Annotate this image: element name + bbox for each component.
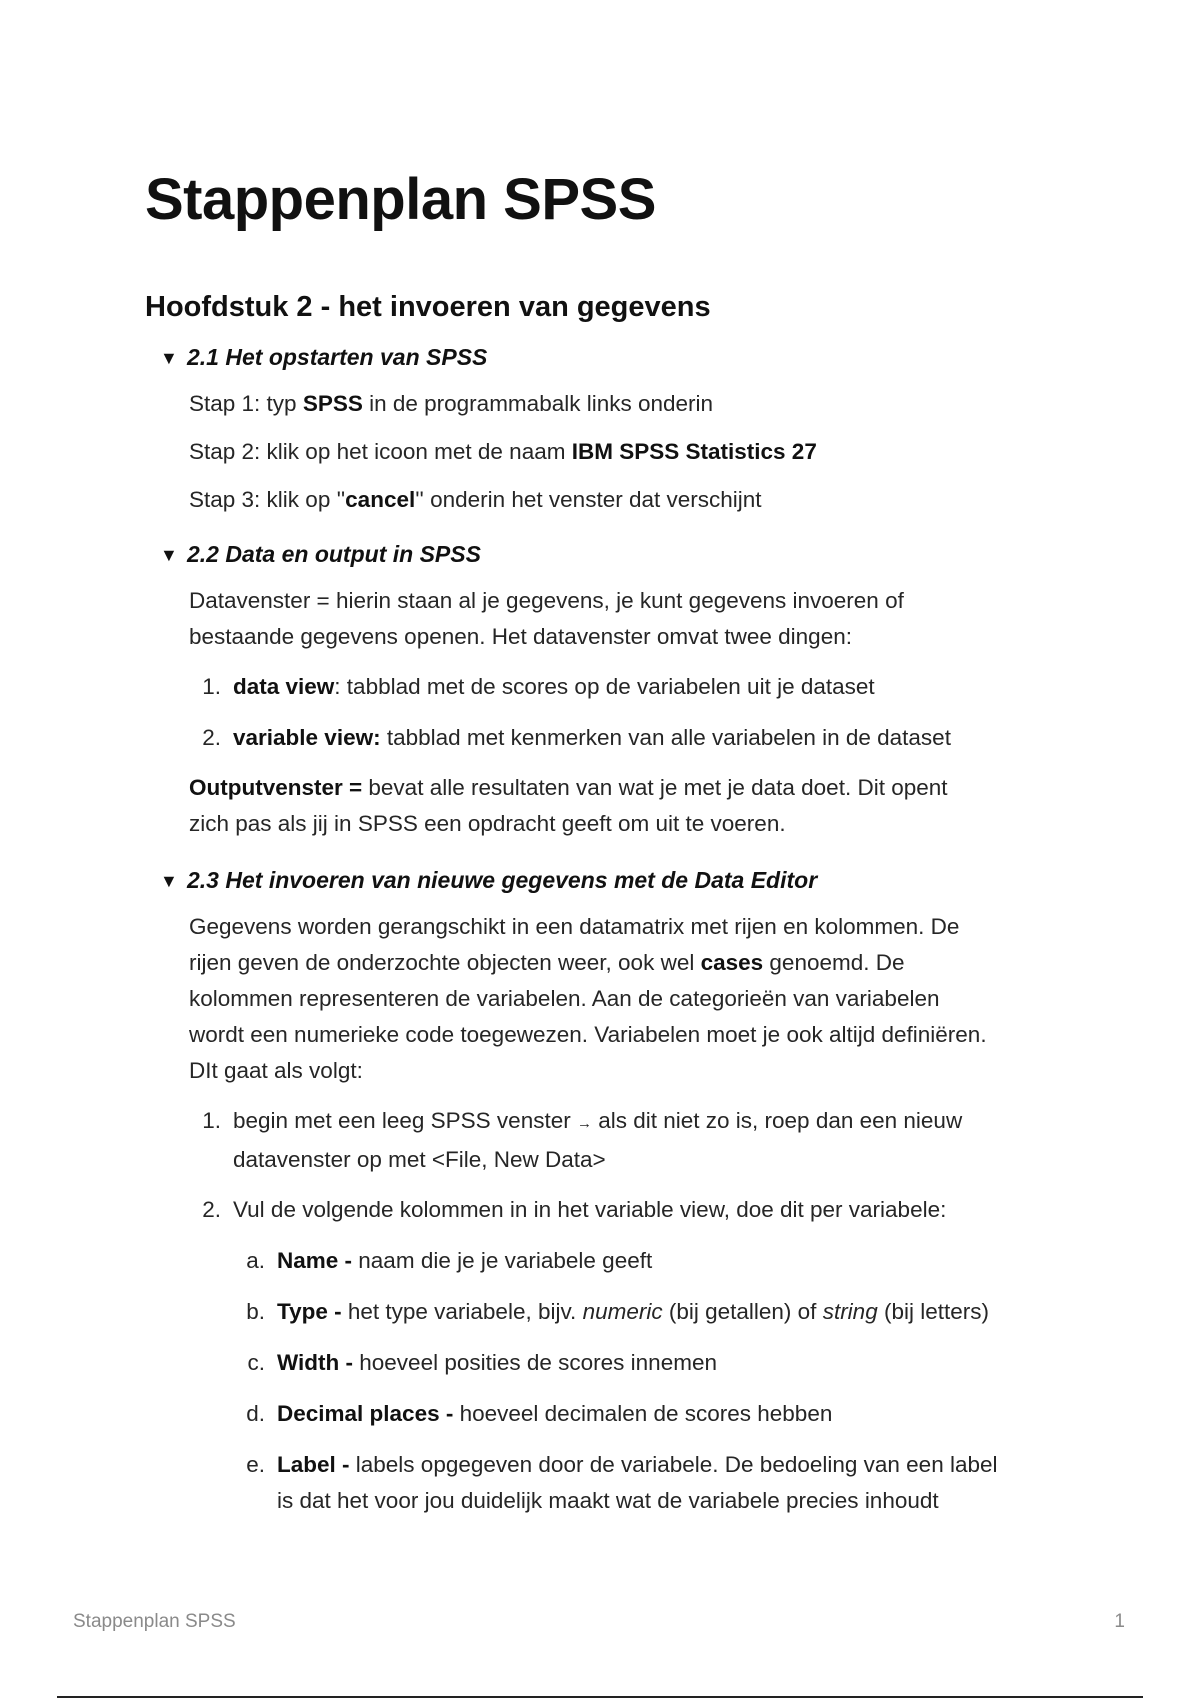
variable-columns-list: [233, 1243, 1060, 1519]
toggle-title-2-1: 2.1 Het opstarten van SPSS: [187, 344, 488, 370]
page-divider: [57, 1696, 1143, 1698]
arrow-right-icon: →: [576, 1114, 592, 1132]
toggle-triangle-icon[interactable]: ▼: [160, 870, 178, 891]
step-2: Stap 2: klik op het icoon met de naam IBM SPSS Statistics 27: [189, 438, 817, 464]
view-list: [189, 669, 1060, 756]
toggle-triangle-icon[interactable]: ▼: [160, 347, 178, 368]
list-item: c. Width - hoeveel posities de scores innemen: [247, 1349, 717, 1375]
list-item: b. Type - het type variabele, bijv. numeric (bij getallen) of string (bij letters): [246, 1298, 989, 1324]
toggle-title-2-2: 2.2 Data en output in SPSS: [187, 541, 481, 567]
datamatrix-paragraph: Gegevens worden gerangschikt in een datamatrix met rijen en kolommen. De rijen geven de onderzochte objecten weer, ook wel cases genoemd. De kolommen representeren de variabelen. Aan de categorieën van variabelen wordt een numerieke code toegewezen. Variabelen moet je ook altijd definiëren. DIt gaat als volgt:: [189, 913, 987, 1083]
page-title: Stappenplan SPSS: [145, 167, 656, 232]
toggle-triangle-icon[interactable]: ▼: [160, 544, 178, 565]
list-item: 1. begin met een leeg SPSS venster → als dit niet zo is, roep dan een nieuw datavenster op met <File, New Data>: [202, 1107, 963, 1172]
outputvenster-paragraph: Outputvenster = bevat alle resultaten van wat je met je data doet. Dit opent zich pas als jij in SPSS een opdracht geeft om uit te voeren.: [189, 774, 948, 836]
chapter-heading: Hoofdstuk 2 - het invoeren van gegevens: [145, 291, 711, 323]
steps-list: [189, 1103, 1060, 1519]
toggle-section-2-2: [160, 540, 1060, 842]
toggle-header-2-3[interactable]: [160, 866, 1060, 896]
step-3: Stap 3: klik op ''cancel'' onderin het venster dat verschijnt: [189, 486, 762, 512]
list-item: 2. Vul de volgende kolommen in in het variable view, doe dit per variabele: a. Name - naam die je je variabele geeft b. Type - het type variabele, bijv. numeric (bij getallen) of string (bij letters) c. Width - hoeveel posities de scores innemen d. Decimal places - hoeveel decimalen de scores hebben e. Label - labels opgegeven door de variabele. De bedoeling van een label is dat het voor jou duidelijk maakt wat de variabele precies inhoudt: [189, 1192, 1060, 1519]
step-1: Stap 1: typ SPSS in de programmabalk links onderin: [189, 390, 714, 416]
list-item: e. Label - labels opgegeven door de variabele. De bedoeling van een label is dat het voor jou duidelijk maakt wat de variabele precies inhoudt: [246, 1451, 998, 1513]
footer-title: Stappenplan SPSS: [73, 1611, 236, 1632]
list-item: d. Decimal places - hoeveel decimalen de scores hebben: [246, 1400, 833, 1426]
list-item: 1. data view: tabblad met de scores op de variabelen uit je dataset: [202, 673, 875, 699]
page-number: 1: [1114, 1611, 1125, 1632]
toggle-body-2-1: [160, 386, 1060, 518]
datavenster-paragraph: Datavenster = hierin staan al je gegevens, je kunt gegevens invoeren of bestaande gegevens openen. Het datavenster omvat twee dingen:: [189, 587, 904, 649]
toggle-body-2-3: [160, 909, 1060, 1519]
toggle-header-2-1[interactable]: [160, 343, 1060, 373]
toggle-header-2-2[interactable]: [160, 540, 1060, 570]
toggle-section-2-3: [160, 866, 1060, 1519]
toggle-body-2-2: [160, 583, 1060, 842]
toggle-title-2-3: 2.3 Het invoeren van nieuwe gegevens met de Data Editor: [187, 867, 818, 893]
toggle-section-2-1: [160, 343, 1060, 518]
list-item: 2. variable view: tabblad met kenmerken van alle variabelen in de dataset: [202, 724, 951, 750]
list-item: a. Name - naam die je je variabele geeft: [246, 1247, 653, 1273]
